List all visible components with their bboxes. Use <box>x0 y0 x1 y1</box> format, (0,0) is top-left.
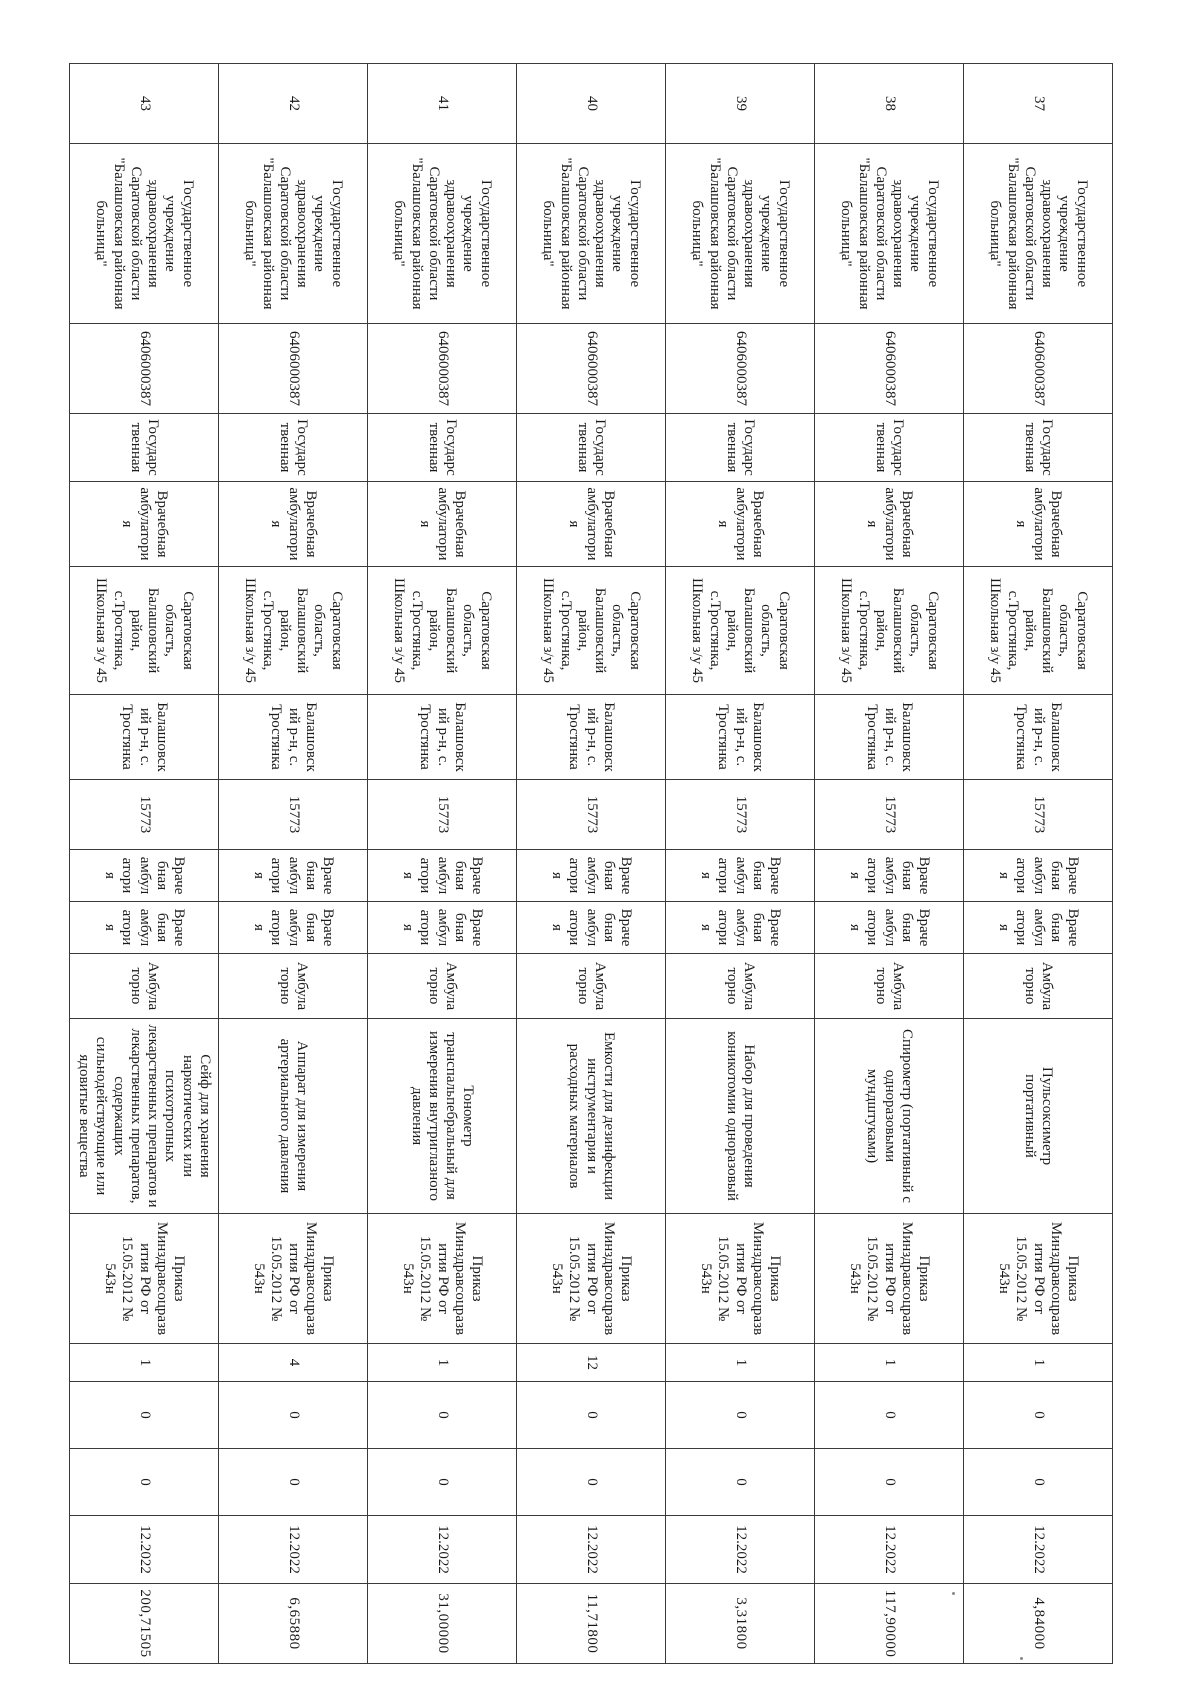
count-b-cell: 0 <box>666 1449 815 1516</box>
address-cell: Саратовская область, Балашовский район, с.Тростянка, Школьная з/у 45 <box>815 567 964 695</box>
row-number-cell: 41 <box>368 64 517 144</box>
facility-type-cell: Врачебная амбулатория <box>815 482 964 567</box>
count-a-cell: 0 <box>219 1382 368 1449</box>
subdivision-cell: Врачебная амбулатория <box>815 850 964 902</box>
ownership-form-cell: Государственная <box>517 414 666 482</box>
care-condition-cell: Амбулаторно <box>666 954 815 1019</box>
delivery-date-cell: 12.2022 <box>219 1516 368 1584</box>
delivery-date-cell: 12.2022 <box>964 1516 1113 1584</box>
territory-code-cell: 15773 <box>666 780 815 850</box>
row-number-cell: 39 <box>666 64 815 144</box>
subdivision-cell: Врачебная амбулатория <box>70 850 219 902</box>
subdivision-cell: Врачебная амбулатория <box>368 850 517 902</box>
care-condition-cell: Амбулаторно <box>517 954 666 1019</box>
facility-type-cell: Врачебная амбулатория <box>368 482 517 567</box>
care-condition-cell: Амбулаторно <box>219 954 368 1019</box>
count-b-cell: 0 <box>964 1449 1113 1516</box>
institution-name-cell: Государственное учреждение здравоохранения Саратовской области "Балашовская районная больница" <box>368 144 517 324</box>
cost-value-cell: 11,71800 <box>517 1584 666 1664</box>
delivery-date-cell: 12.2022 <box>70 1516 219 1584</box>
delivery-date-cell: 12.2022 <box>666 1516 815 1584</box>
ownership-form-cell: Государственная <box>70 414 219 482</box>
ownership-form-cell: Государственная <box>666 414 815 482</box>
cost-value-cell: 4,84000 <box>964 1584 1113 1664</box>
territory-code-cell: 15773 <box>517 780 666 850</box>
cost-value-cell: 117,90000 <box>815 1584 964 1664</box>
count-a-cell: 0 <box>70 1382 219 1449</box>
delivery-date-cell: 12.2022 <box>368 1516 517 1584</box>
standard-order-cell: Приказ Минздравсоцразвития РФ от 15.05.2012 № 543н <box>964 1214 1113 1344</box>
count-b-cell: 0 <box>517 1449 666 1516</box>
settlement-cell: Балашовский р-н, с. Тростянка <box>219 695 368 780</box>
address-cell: Саратовская область, Балашовский район, с.Тростянка, Школьная з/у 45 <box>70 567 219 695</box>
care-condition-cell: Амбулаторно <box>815 954 964 1019</box>
standard-order-cell: Приказ Минздравсоцразвития РФ от 15.05.2012 № 543н <box>666 1214 815 1344</box>
quantity-cell: 1 <box>70 1344 219 1382</box>
row-number-cell: 43 <box>70 64 219 144</box>
table-row <box>368 64 517 1664</box>
table-row <box>815 64 964 1664</box>
inn-code-cell: 6406000387 <box>70 324 219 414</box>
count-a-cell: 0 <box>666 1382 815 1449</box>
unit-cell: Врачебная амбулатория <box>964 902 1113 954</box>
count-a-cell: 0 <box>815 1382 964 1449</box>
address-cell: Саратовская область, Балашовский район, с.Тростянка, Школьная з/у 45 <box>517 567 666 695</box>
facility-type-cell: Врачебная амбулатория <box>70 482 219 567</box>
quantity-cell: 1 <box>368 1344 517 1382</box>
institution-name-cell: Государственное учреждение здравоохранения Саратовской области "Балашовская районная больница" <box>70 144 219 324</box>
row-number-cell: 38 <box>815 64 964 144</box>
settlement-cell: Балашовский р-н, с. Тростянка <box>964 695 1113 780</box>
address-cell: Саратовская область, Балашовский район, с.Тростянка, Школьная з/у 45 <box>666 567 815 695</box>
count-b-cell: 0 <box>368 1449 517 1516</box>
standard-order-cell: Приказ Минздравсоцразвития РФ от 15.05.2012 № 543н <box>815 1214 964 1344</box>
quantity-cell: 1 <box>815 1344 964 1382</box>
equipment-name-cell: Набор для проведения коникотомии одноразовый <box>666 1019 815 1214</box>
standard-order-cell: Приказ Минздравсоцразвития РФ от 15.05.2012 № 543н <box>368 1214 517 1344</box>
unit-cell: Врачебная амбулатория <box>815 902 964 954</box>
territory-code-cell: 15773 <box>368 780 517 850</box>
territory-code-cell: 15773 <box>964 780 1113 850</box>
quantity-cell: 4 <box>219 1344 368 1382</box>
unit-cell: Врачебная амбулатория <box>70 902 219 954</box>
care-condition-cell: Амбулаторно <box>70 954 219 1019</box>
table-row <box>666 64 815 1664</box>
unit-cell: Врачебная амбулатория <box>666 902 815 954</box>
standard-order-cell: Приказ Минздравсоцразвития РФ от 15.05.2012 № 543н <box>517 1214 666 1344</box>
subdivision-cell: Врачебная амбулатория <box>219 850 368 902</box>
facility-type-cell: Врачебная амбулатория <box>219 482 368 567</box>
rotated-table-frame <box>76 63 1113 1663</box>
care-condition-cell: Амбулаторно <box>964 954 1113 1019</box>
quantity-cell: 12 <box>517 1344 666 1382</box>
institution-name-cell: Государственное учреждение здравоохранения Саратовской области "Балашовская районная больница" <box>815 144 964 324</box>
standard-order-cell: Приказ Минздравсоцразвития РФ от 15.05.2012 № 543н <box>70 1214 219 1344</box>
territory-code-cell: 15773 <box>70 780 219 850</box>
quantity-cell: 1 <box>964 1344 1113 1382</box>
delivery-date-cell: 12.2022 <box>815 1516 964 1584</box>
count-a-cell: 0 <box>517 1382 666 1449</box>
ownership-form-cell: Государственная <box>964 414 1113 482</box>
row-number-cell: 40 <box>517 64 666 144</box>
table-row <box>964 64 1113 1664</box>
table-row <box>70 64 219 1664</box>
institution-name-cell: Государственное учреждение здравоохранения Саратовской области "Балашовская районная больница" <box>964 144 1113 324</box>
address-cell: Саратовская область, Балашовский район, с.Тростянка, Школьная з/у 45 <box>368 567 517 695</box>
equipment-register-table <box>69 63 1113 1664</box>
institution-name-cell: Государственное учреждение здравоохранения Саратовской области "Балашовская районная больница" <box>517 144 666 324</box>
territory-code-cell: 15773 <box>219 780 368 850</box>
settlement-cell: Балашовский р-н, с. Тростянка <box>666 695 815 780</box>
row-number-cell: 42 <box>219 64 368 144</box>
count-a-cell: 0 <box>964 1382 1113 1449</box>
facility-type-cell: Врачебная амбулатория <box>517 482 666 567</box>
subdivision-cell: Врачебная амбулатория <box>517 850 666 902</box>
unit-cell: Врачебная амбулатория <box>517 902 666 954</box>
subdivision-cell: Врачебная амбулатория <box>666 850 815 902</box>
settlement-cell: Балашовский р-н, с. Тростянка <box>70 695 219 780</box>
inn-code-cell: 6406000387 <box>815 324 964 414</box>
ownership-form-cell: Государственная <box>368 414 517 482</box>
facility-type-cell: Врачебная амбулатория <box>666 482 815 567</box>
institution-name-cell: Государственное учреждение здравоохранения Саратовской области "Балашовская районная больница" <box>666 144 815 324</box>
equipment-name-cell: Тонометр транспальпебральный для измерения внутриглазного давления <box>368 1019 517 1214</box>
count-b-cell: 0 <box>815 1449 964 1516</box>
delivery-date-cell: 12.2022 <box>517 1516 666 1584</box>
inn-code-cell: 6406000387 <box>666 324 815 414</box>
subdivision-cell: Врачебная амбулатория <box>964 850 1113 902</box>
equipment-name-cell: Аппарат для измерения артериального давления <box>219 1019 368 1214</box>
unit-cell: Врачебная амбулатория <box>368 902 517 954</box>
territory-code-cell: 15773 <box>815 780 964 850</box>
facility-type-cell: Врачебная амбулатория <box>964 482 1113 567</box>
quantity-cell: 1 <box>666 1344 815 1382</box>
scan-speck <box>952 1592 955 1595</box>
document-page <box>76 63 1113 1663</box>
equipment-name-cell: Пульсоксиметр портативный <box>964 1019 1113 1214</box>
equipment-name-cell: Емкости для дезинфекции инструментария и расходных материалов <box>517 1019 666 1214</box>
cost-value-cell: 31,00000 <box>368 1584 517 1664</box>
address-cell: Саратовская область, Балашовский район, с.Тростянка, Школьная з/у 45 <box>964 567 1113 695</box>
table-row <box>219 64 368 1664</box>
equipment-name-cell: Сейф для хранения наркотических или психотропных лекарственных препаратов и лекарственных препаратов, содержащих сильнодействующие или ядовитые вещества <box>70 1019 219 1214</box>
ownership-form-cell: Государственная <box>815 414 964 482</box>
cost-value-cell: 200,71505 <box>70 1584 219 1664</box>
settlement-cell: Балашовский р-н, с. Тростянка <box>815 695 964 780</box>
inn-code-cell: 6406000387 <box>517 324 666 414</box>
unit-cell: Врачебная амбулатория <box>219 902 368 954</box>
table-row <box>517 64 666 1664</box>
settlement-cell: Балашовский р-н, с. Тростянка <box>368 695 517 780</box>
ownership-form-cell: Государственная <box>219 414 368 482</box>
scan-speck <box>1020 1657 1023 1660</box>
institution-name-cell: Государственное учреждение здравоохранения Саратовской области "Балашовская районная больница" <box>219 144 368 324</box>
count-b-cell: 0 <box>70 1449 219 1516</box>
count-b-cell: 0 <box>219 1449 368 1516</box>
standard-order-cell: Приказ Минздравсоцразвития РФ от 15.05.2012 № 543н <box>219 1214 368 1344</box>
inn-code-cell: 6406000387 <box>368 324 517 414</box>
inn-code-cell: 6406000387 <box>964 324 1113 414</box>
inn-code-cell: 6406000387 <box>219 324 368 414</box>
equipment-name-cell: Спирометр (портативный с одноразовыми мундштуками) <box>815 1019 964 1214</box>
row-number-cell: 37 <box>964 64 1113 144</box>
count-a-cell: 0 <box>368 1382 517 1449</box>
cost-value-cell: 3,31800 <box>666 1584 815 1664</box>
settlement-cell: Балашовский р-н, с. Тростянка <box>517 695 666 780</box>
care-condition-cell: Амбулаторно <box>368 954 517 1019</box>
address-cell: Саратовская область, Балашовский район, с.Тростянка, Школьная з/у 45 <box>219 567 368 695</box>
cost-value-cell: 6,65880 <box>219 1584 368 1664</box>
